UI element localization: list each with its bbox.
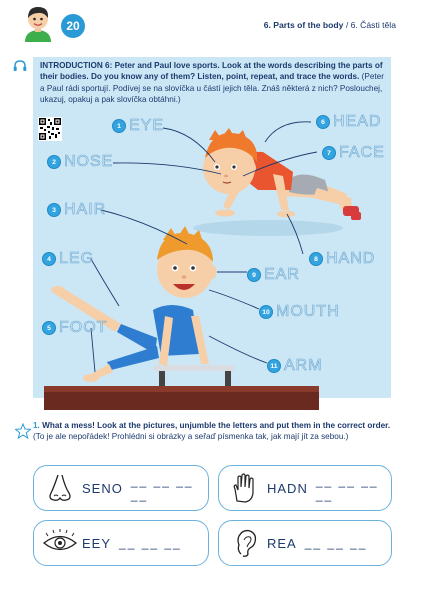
exercise-item-hand: [218, 465, 392, 511]
answer-blanks[interactable]: __ __ __: [119, 536, 182, 550]
exercise-item-eye: [33, 520, 209, 566]
scrambled-word: EEY: [82, 535, 112, 551]
hand-icon: [227, 473, 263, 503]
exercise-instructions: 1. What a mess! Look at the pictures, unjumble the letters and put them in the correct order. (To je ale nepořádek! Prohlédni si obrázky a seřaď písmenka tak, jak mají jít za sebou.): [33, 421, 391, 442]
label-head: 6 HEAD: [316, 113, 381, 131]
eye-icon: [42, 528, 78, 558]
exercise-item-nose: [33, 465, 209, 511]
label-arm: 11 ARM: [267, 357, 323, 375]
scrambled-word: REA: [267, 535, 297, 551]
answer-blanks[interactable]: __ __ __ __: [130, 474, 194, 502]
label-face: 7 FACE: [322, 144, 385, 162]
scrambled-word: SENO: [82, 480, 123, 496]
exercise-item-ear: [218, 520, 392, 566]
headphones-icon[interactable]: [13, 60, 27, 72]
label-hair: 3 HAIR: [47, 201, 106, 219]
answer-blanks[interactable]: __ __ __ __: [315, 474, 379, 502]
nose-icon: [42, 473, 78, 503]
label-foot: 5 FOOT: [42, 319, 107, 337]
unit-title: 6. Parts of the body / 6. Části těla: [263, 20, 396, 30]
label-mouth: 10 MOUTH: [259, 303, 340, 321]
star-icon: [15, 423, 31, 439]
boy-avatar-icon: [22, 4, 54, 42]
label-eye: 1 EYE: [112, 117, 164, 135]
intro-text: INTRODUCTION 6: Peter and Paul love sports. Look at the words describing the parts of their bodies. Do you know any of them? Listen, point, repeat, and trace the words. (Peter a Paul rádi sportují. Podívej se na slovíčka u částí jejich těla. Znáš některá z nich? Poslouchej, ukazuj, opakuj a pak slovíčka obtáhni.): [40, 61, 384, 105]
scrambled-word: HADN: [267, 480, 308, 496]
label-leg: 4 LEG: [42, 250, 94, 268]
label-nose: 2 NOSE: [47, 153, 113, 171]
label-ear: 9 EAR: [247, 266, 300, 284]
answer-blanks[interactable]: __ __ __: [304, 536, 368, 550]
ear-icon: [227, 528, 263, 558]
page-number: 20: [61, 14, 85, 38]
label-hand: 8 HAND: [309, 250, 375, 268]
